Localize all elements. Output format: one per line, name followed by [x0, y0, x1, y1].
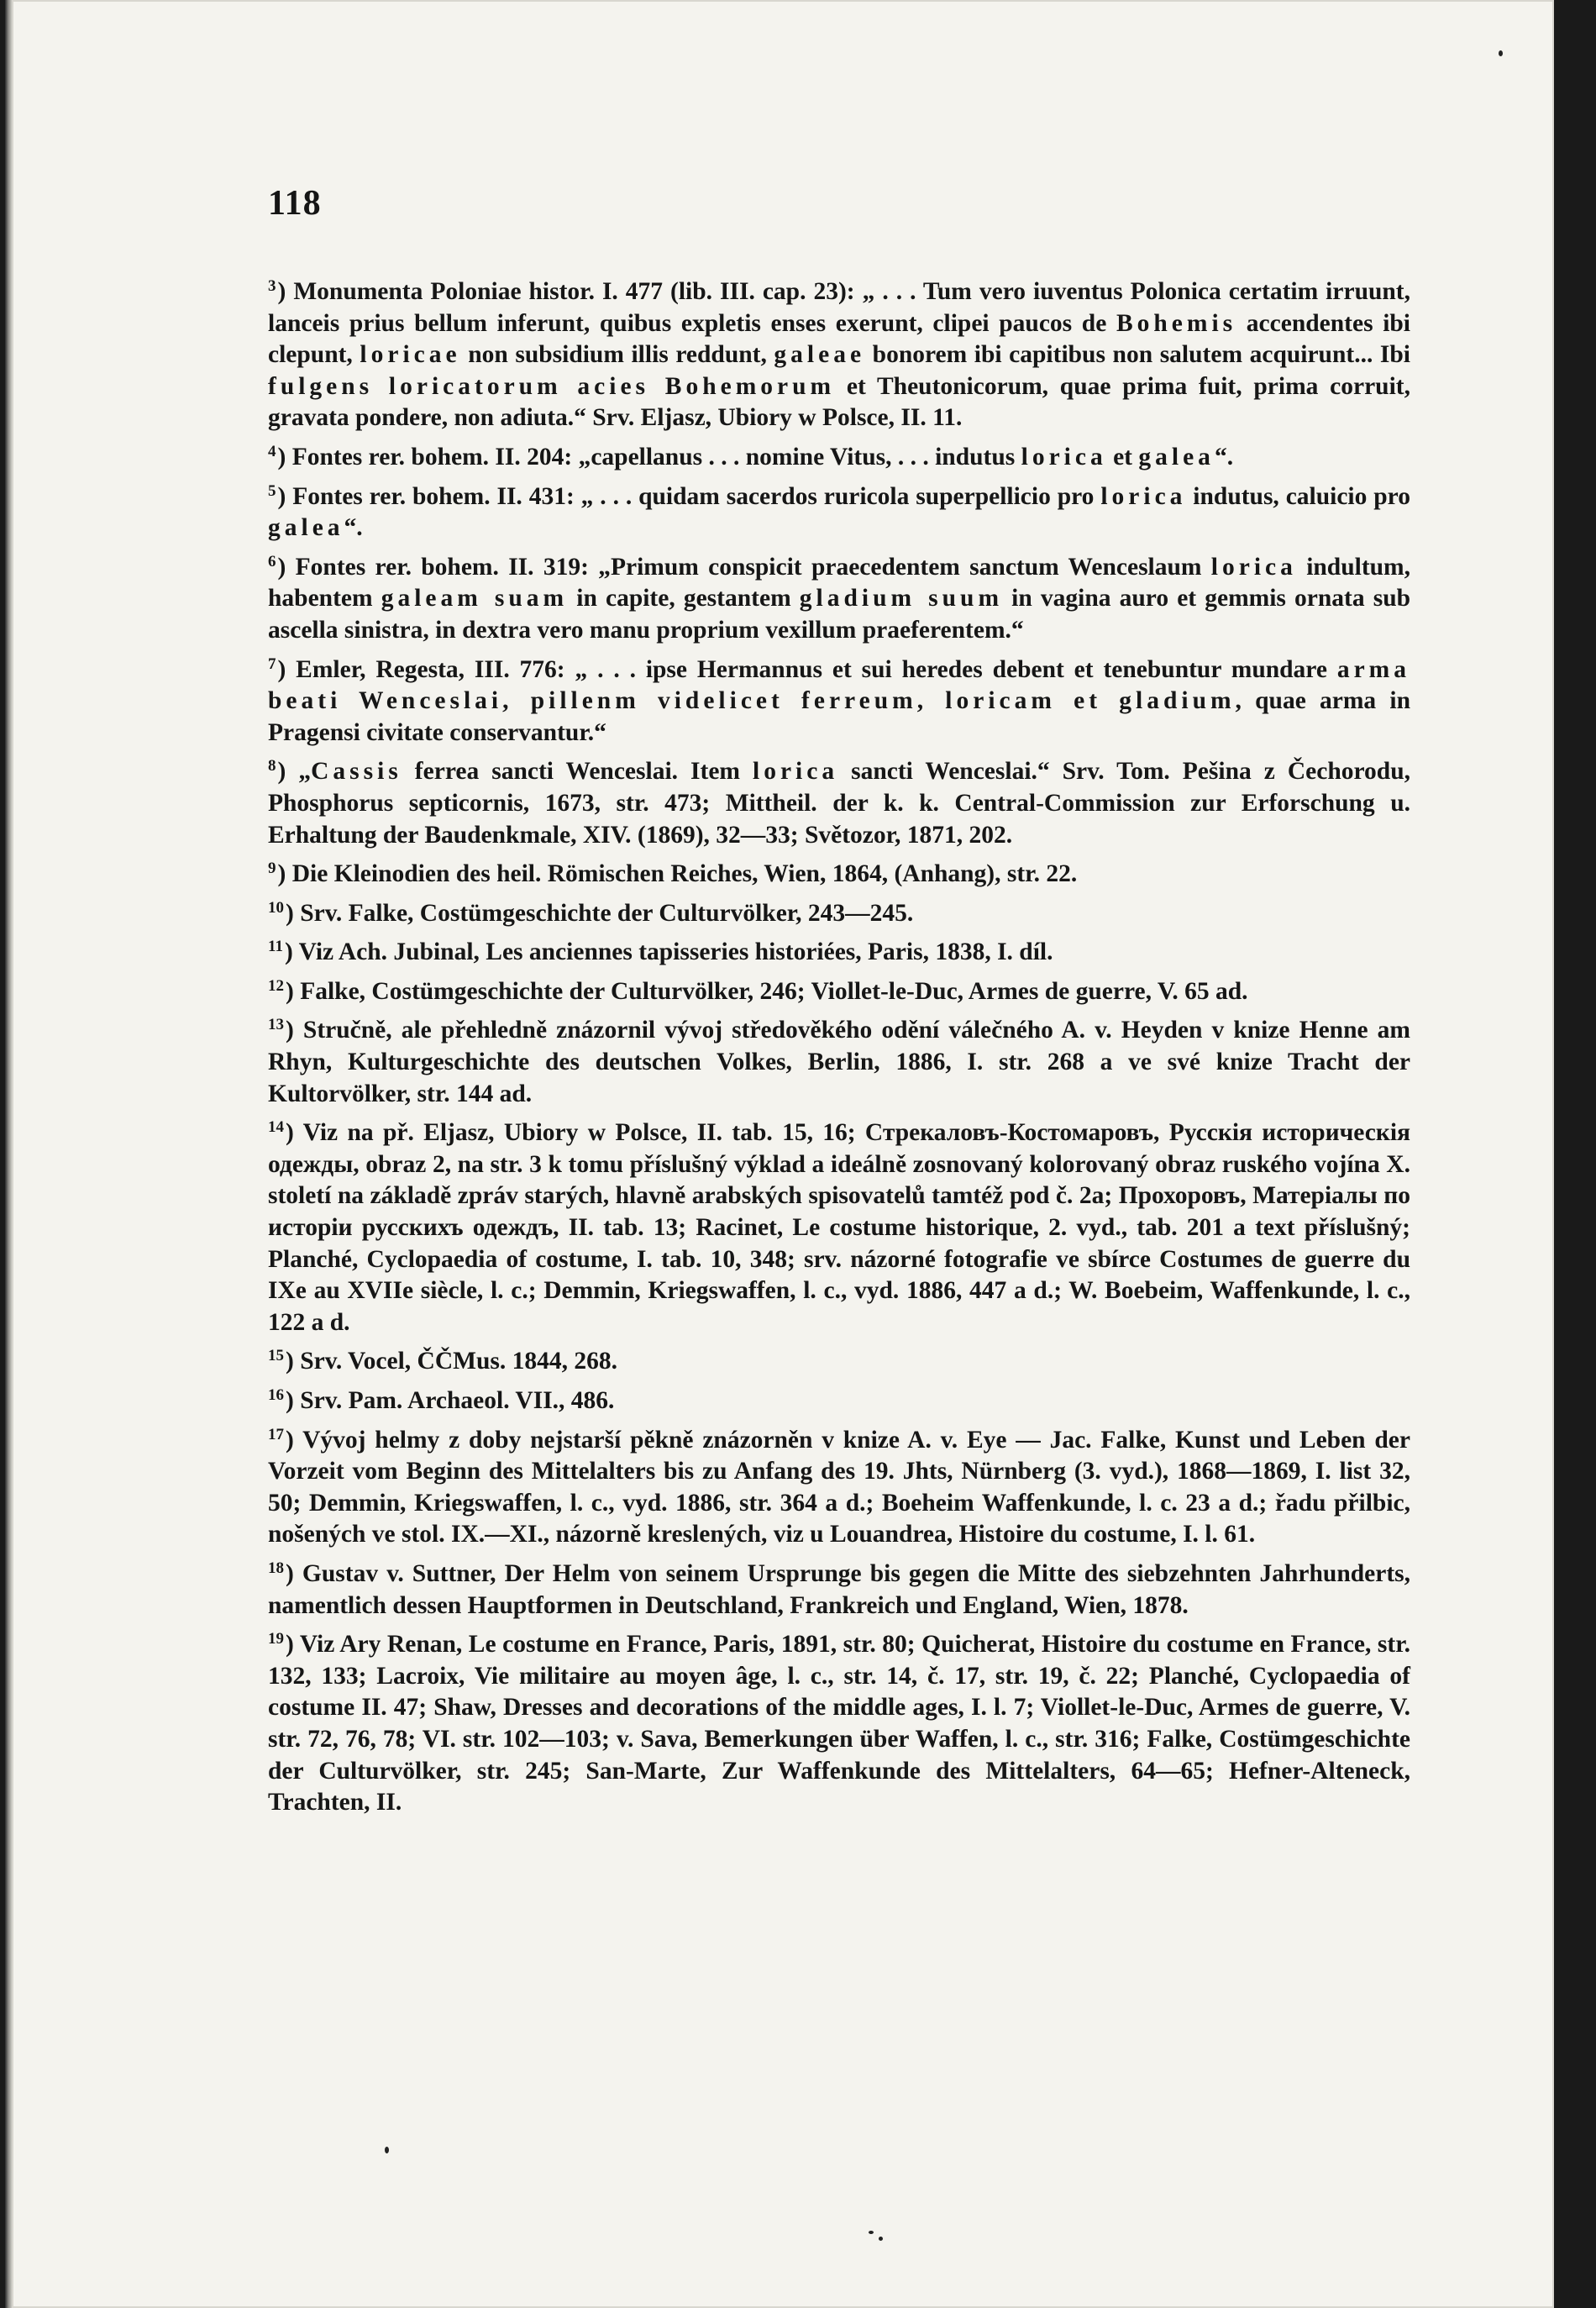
footnote-text: ) Vývoj helmy z doby nejstarší pěkně znázorněn v knize A. v. Eye — Jac. Falke, Kunst und Leben der Vorzeit vom Beginn des Mittelalters bis zu Anfang des 19. Jhts, Nürnberg (3. vyd.), 1868—1869, I. list 32, 50; Demmin, Kriegswaffen, l. c., vyd. 1886, str. 364 a d.; Boeheim Waffenkunde, l. c. 23 a d.; řadu přilbic, nošených ve stol. IX.—XI., názorně kreslených, viz u Louandrea, Histoire du costume, I. l. 61.	[268, 1426, 1410, 1548]
footnotes-list	[268, 271, 1410, 1819]
spaced-emphasis: arma beati Wenceslai, pillenm videlicet ferreum, loricam et gladium	[268, 655, 1410, 715]
footnote-marker: 7	[268, 655, 276, 673]
footnote-marker: 10	[268, 898, 284, 917]
footnote-marker: 8	[268, 757, 276, 775]
footnote	[268, 750, 1410, 851]
footnote	[268, 892, 1410, 930]
scan-speck	[385, 2147, 389, 2153]
scan-speck	[1499, 50, 1503, 56]
footnote-marker: 13	[268, 1016, 284, 1034]
footnote-marker: 11	[268, 938, 283, 956]
footnote	[268, 1623, 1410, 1819]
footnote-text: ) Die Kleinodien des heil. Römischen Reiches, Wien, 1864, (Anhang), str. 22.	[277, 860, 1078, 888]
spaced-emphasis: galeam suam	[381, 585, 569, 612]
page-number: 118	[268, 184, 322, 223]
footnote-text: et	[1106, 443, 1139, 471]
footnote	[268, 1419, 1410, 1551]
footnote	[268, 1112, 1410, 1338]
footnote-marker: 15	[268, 1347, 284, 1365]
footnote-text: ) Srv. Falke, Costümgeschichte der Culturvölker, 243—245.	[286, 899, 914, 927]
footnote-marker: 18	[268, 1559, 284, 1577]
footnote-marker: 14	[268, 1118, 284, 1137]
footnote	[268, 271, 1410, 434]
footnote-text: ) Fontes rer. bohem. II. 319: „Primum conspicit praecedentem sanctum Wenceslaum	[277, 553, 1211, 581]
footnote	[268, 1340, 1410, 1378]
footnote-marker: 6	[268, 552, 276, 570]
footnote-text: “.	[344, 514, 363, 542]
footnote-text: ) Viz Ach. Jubinal, Les anciennes tapisseries historiées, Paris, 1838, I. díl.	[284, 938, 1053, 966]
spaced-emphasis: gladium suum	[799, 585, 1004, 612]
footnote-text: indutus, caluicio pro	[1186, 482, 1410, 510]
spaced-emphasis: fulgens loricatorum acies Bohemorum	[268, 372, 836, 400]
footnote-marker: 9	[268, 860, 276, 878]
footnote-text: accendentes ibi clepunt,	[268, 309, 1410, 369]
scan-speck	[869, 2231, 874, 2234]
footnote	[268, 1380, 1410, 1417]
spaced-emphasis: galea	[268, 514, 344, 542]
footnote-text: “.	[1214, 443, 1234, 471]
footnote-text: sancti Wenceslai.“ Srv. Tom. Pešina z Čechorodu, Phosphorus septicornis, 1673, str. 473; Mittheil. der k. k. Central-Commission zur Erforschung u. Erhaltung der Baudenkmale, XIV. (1869), 32—33; Světozor, 1871, 202.	[268, 758, 1410, 849]
footnote-text: indultum, habentem	[268, 553, 1411, 612]
footnote-marker: 19	[268, 1630, 284, 1648]
spaced-emphasis: galeae	[774, 341, 866, 369]
footnote-text: ) Monumenta Poloniae histor. I. 477 (lib. III. cap. 23): „ . . . Tum vero iuventus Polonica certatim irruunt, lanceis prius bellum inferunt, quibus expletis enses exerunt, clipei paucos de	[268, 278, 1410, 337]
footnote-text: bonorem ibi capitibus non salutem acquirunt... Ibi	[865, 341, 1410, 369]
footnote-text: in capite, gestantem	[568, 585, 800, 612]
footnote-text: ) Viz na př. Eljasz, Ubiory w Polsce, II. tab. 15, 16; Стрекаловъ-Костомаровъ, Русскія историческія одежды, obraz 2, na str. 3 k tomu příslušný výklad a ideálně zosnovaný kolorovaný obraz ruského vojína X. století na základě zpráv starých, hlavně arabských spisovatelů tamtéž pod č. 2a; Прохоровъ, Матеріалы по исторіи русскихъ одеждъ, II. tab. 13; Racinet, Le costume historique, 2. vyd., tab. 201 a text příslušný; Planché, Cyclopaedia of costume, I. tab. 10, 348; srv. názorné fotografie ve sbírce Costumes de guerre du IXe au XVIIe siècle, l. c.; Demmin, Kriegswaffen, l. c., vyd. 1886, 447 a d.; W. Boebeim, Waffenkunde, l. c., 122 a d.	[268, 1119, 1410, 1336]
footnote-text: ) Emler, Regesta, III. 776: „ . . . ipse Hermannus et sui heredes debent et tenebuntur mundare	[277, 655, 1337, 683]
spaced-emphasis: lorica	[753, 758, 839, 786]
footnote	[268, 649, 1410, 749]
footnote	[268, 970, 1410, 1008]
footnote-marker: 17	[268, 1425, 284, 1443]
footnote-marker: 4	[268, 442, 276, 460]
footnote-text: ferrea sancti Wenceslai. Item	[402, 758, 753, 786]
spaced-emphasis: Cassis	[311, 758, 402, 786]
footnote	[268, 1553, 1410, 1622]
spaced-emphasis: lorica	[1100, 482, 1187, 510]
footnote-marker: 12	[268, 976, 284, 995]
footnote-text: ) Gustav v. Suttner, Der Helm von seinem Ursprunge bis gegen die Mitte des siebzehnten Jahrhunderts, namentlich dessen Hauptformen in Deutschland, Frankreich und England, Wien, 1878.	[268, 1559, 1410, 1619]
footnote	[268, 931, 1410, 969]
footnote-text: , quae arma in Pragensi civitate conservantur.“	[268, 687, 1410, 746]
scan-speck	[879, 2237, 883, 2241]
footnote-text: non subsidium illis reddunt,	[460, 341, 774, 369]
footnote-text: ) Srv. Pam. Archaeol. VII., 486.	[286, 1387, 615, 1414]
footnote-text: ) Fontes rer. bohem. II. 204: „capellanus . . . nomine Vitus, . . . indutus	[277, 443, 1021, 471]
footnote-text: ) Falke, Costümgeschichte der Culturvölker, 246; Viollet-le-Duc, Armes de guerre, V. 65 ad.	[286, 977, 1248, 1005]
footnote-text: ) Viz Ary Renan, Le costume en France, Paris, 1891, str. 80; Quicherat, Histoire du costume en France, str. 132, 133; Lacroix, Vie militaire au moyen âge, l. c., str. 14, č. 17, str. 19, č. 22; Planché, Cyclopaedia of costume II. 47; Shaw, Dresses and decorations of the middle ages, I. l. 7; Viollet-le-Duc, Armes de guerre, V. str. 72, 76, 78; VI. str. 102—103; v. Sava, Bemerkungen über Waffen, l. c., str. 316; Falke, Costümgeschichte der Culturvölker, str. 245; San-Marte, Zur Waffenkunde des Mittelalters, 64—65; Hefner-Alteneck, Trachten, II.	[268, 1631, 1410, 1816]
spaced-emphasis: lorica	[1210, 553, 1297, 581]
footnote	[268, 436, 1410, 474]
footnote	[268, 476, 1410, 544]
footnote-text: ) Stručně, ale přehledně znázornil vývoj středověkého odění válečného A. v. Heyden v knize Henne am Rhyn, Kulturgeschichte des deutschen Volkes, Berlin, 1886, I. str. 268 a ve své knize Tracht der Kultorvölker, str. 144 ad.	[268, 1017, 1410, 1107]
footnote-text: ) „	[277, 758, 312, 786]
footnote-marker: 5	[268, 481, 276, 500]
scanned-page	[12, 0, 1554, 2308]
footnote-text: et Theutonicorum, quae prima fuit, prima corruit, gravata pondere, non adiuta.“ Srv. Eljasz, Ubiory w Polsce, II. 11.	[268, 372, 1410, 432]
spaced-emphasis: Bohemis	[1116, 309, 1237, 337]
spaced-emphasis: loricae	[360, 341, 461, 369]
spaced-emphasis: galea	[1138, 443, 1215, 471]
footnote-text: ) Fontes rer. bohem. II. 431: „ . . . quidam sacerdos ruricola superpellicio pro	[277, 482, 1101, 510]
footnote-marker: 16	[268, 1386, 284, 1404]
footnote-text: in vagina auro et gemmis ornata sub ascella sinistra, in dextra vero manu proprium vexillum praeferentem.“	[268, 585, 1411, 644]
footnote	[268, 1009, 1410, 1110]
footnote	[268, 853, 1410, 891]
footnote	[268, 546, 1410, 647]
spaced-emphasis: lorica	[1021, 443, 1107, 471]
footnote-marker: 3	[268, 277, 276, 295]
footnote-text: ) Srv. Vocel, ČČMus. 1844, 268.	[286, 1348, 617, 1375]
